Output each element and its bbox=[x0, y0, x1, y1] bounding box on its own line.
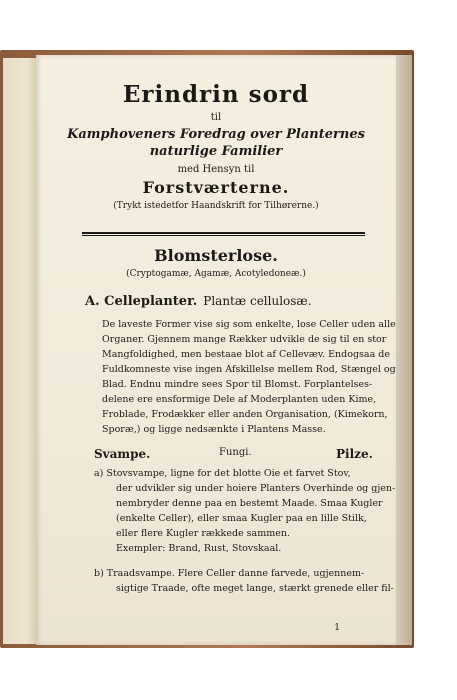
paragraph-line: Fuldkomneste vise ingen Afskillelse mellem Rod, Stængel og bbox=[102, 364, 396, 375]
cell-latin: Plantæ cellulosæ. bbox=[203, 294, 312, 308]
list-line: (enkelte Celler), eller smaa Kugler paa en lille Stilk, bbox=[116, 513, 367, 524]
paragraph-line: Froblade, Frodækker eller anden Organisation, (Kimekorn, bbox=[102, 409, 388, 420]
list-line: nembryder denne paa en bestemt Maade. Smaa Kugler bbox=[116, 498, 383, 509]
paragraph-line: Organer. Gjennem mange Rækker udvikle de sig til en stor bbox=[102, 334, 387, 345]
fly-leaf bbox=[3, 58, 37, 644]
page-number: 1 bbox=[334, 623, 340, 633]
hensyn-line: med Hensyn til bbox=[177, 164, 255, 175]
list-line: eller flere Kugler rækkede sammen. bbox=[116, 528, 290, 539]
paragraph-line: Sporæ,) og ligge nedsænkte i Plantens Masse. bbox=[102, 424, 326, 435]
list-line: b) Traadsvampe. Flere Celler danne farvede, ugjennem- bbox=[94, 568, 365, 579]
list-item-b bbox=[94, 566, 394, 596]
divider-rule bbox=[82, 232, 365, 236]
forst-line: Forstværterne. bbox=[142, 178, 290, 197]
svampe-german: Pilze. bbox=[336, 447, 373, 461]
list-line: der udvikler sig under hoiere Planters Overhinde og gjen- bbox=[116, 483, 396, 494]
svampe-latin: Fungi. bbox=[219, 447, 252, 458]
section-subtitle: (Cryptogamæ, Agamæ, Acotyledoneæ.) bbox=[126, 269, 306, 279]
title-page bbox=[36, 55, 396, 645]
svampe-danish: Svampe. bbox=[94, 447, 151, 461]
subtitle-line-2: naturlige Familier bbox=[149, 144, 283, 159]
til-line-1: til bbox=[210, 112, 222, 123]
list-line: Exempler: Brand, Rust, Stovskaal. bbox=[116, 543, 282, 554]
cell-heading bbox=[85, 294, 312, 309]
page-title: Erindrin sord bbox=[122, 81, 310, 108]
paragraph-line: De laveste Former vise sig som enkelte, lose Celler uden alle bbox=[102, 319, 396, 330]
intro-paragraph bbox=[102, 317, 396, 437]
list-line: sigtige Traade, ofte meget lange, stærkt grenede eller fil- bbox=[116, 583, 394, 594]
list-line: a) Stovsvampe, ligne for det blotte Oie et farvet Stov, bbox=[94, 468, 351, 479]
paragraph-line: delene ere ensformige Dele af Moderplanten uden Kime, bbox=[102, 394, 377, 405]
section-title: Blomsterlose. bbox=[154, 246, 278, 265]
paragraph-line: Mangfoldighed, men bestaae blot af Cellevæv. Endogsaa de bbox=[102, 349, 390, 360]
subtitle-line-1: Kamphoveners Foredrag over Planternes bbox=[67, 127, 365, 142]
list-item-a bbox=[94, 466, 396, 556]
svampe-heading bbox=[94, 447, 372, 463]
cell-label: A. Celleplanter. bbox=[85, 294, 198, 309]
print-note: (Trykt istedetfor Haandskrift for Tilhørerne.) bbox=[113, 201, 319, 211]
paragraph-line: Blad. Endnu mindre sees Spor til Blomst. Forplantelses- bbox=[102, 379, 373, 390]
